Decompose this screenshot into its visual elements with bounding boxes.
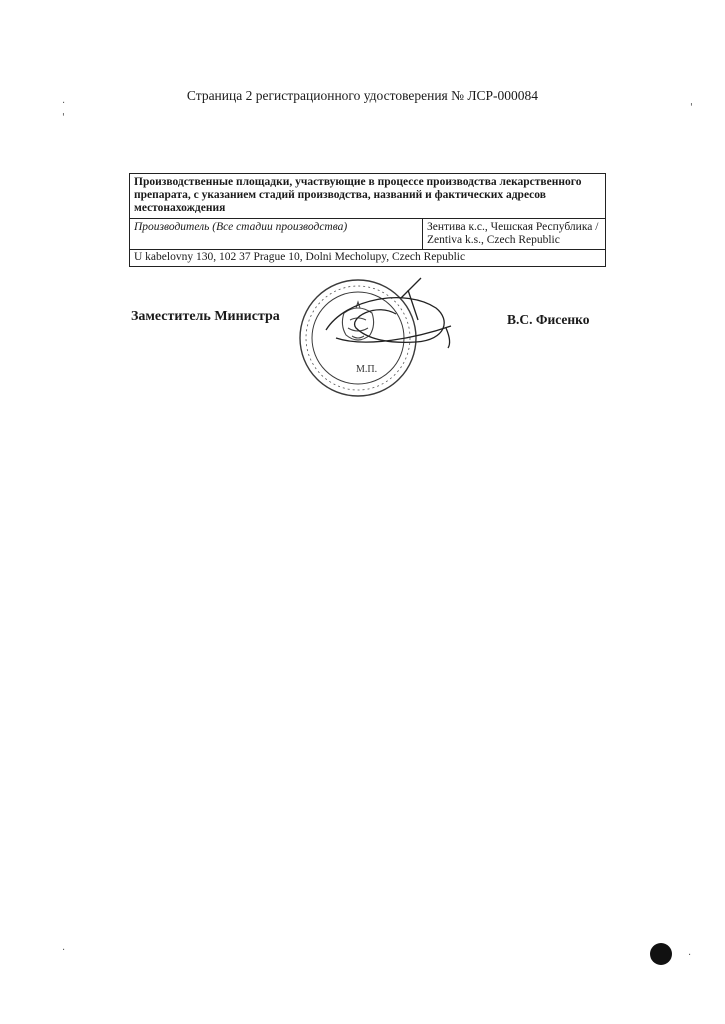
scan-mark: ' bbox=[690, 102, 693, 113]
scan-mark: ' bbox=[62, 112, 65, 123]
official-seal bbox=[296, 268, 456, 408]
scan-mark: · bbox=[62, 945, 66, 956]
table-row bbox=[130, 250, 606, 267]
table-row bbox=[130, 174, 606, 219]
scan-mark: · bbox=[62, 98, 66, 109]
section-heading: Производственные площадки, участвующие в процессе производства лекарственного препарата, с указанием стадий производства, названий и фактических адресов местонахождения bbox=[130, 174, 606, 219]
manufacturer-role: Производитель (Все стадии производства) bbox=[130, 219, 423, 250]
scan-mark: · bbox=[688, 950, 692, 961]
manufacturer-name-ru: Зентива к.с., Чешская Республика / bbox=[427, 221, 599, 233]
manufacturer-name-cell bbox=[423, 219, 606, 250]
hole-punch-mark bbox=[650, 943, 672, 965]
seal-emblem bbox=[342, 302, 373, 340]
manufacturing-sites-table bbox=[129, 173, 606, 267]
manufacturer-name-en: Zentiva k.s., Czech Republic bbox=[427, 234, 560, 246]
signatory-name: В.С. Фисенко bbox=[507, 312, 590, 327]
signatory-position: Заместитель Министра bbox=[131, 309, 280, 324]
seal-mp: М.П. bbox=[356, 364, 378, 375]
manufacturer-address: U kabelovny 130, 102 37 Prague 10, Dolni Mecholupy, Czech Republic bbox=[130, 250, 606, 267]
table-row bbox=[130, 219, 606, 250]
page-header: Страница 2 регистрационного удостоверения № ЛСР-000084 bbox=[186, 88, 539, 103]
